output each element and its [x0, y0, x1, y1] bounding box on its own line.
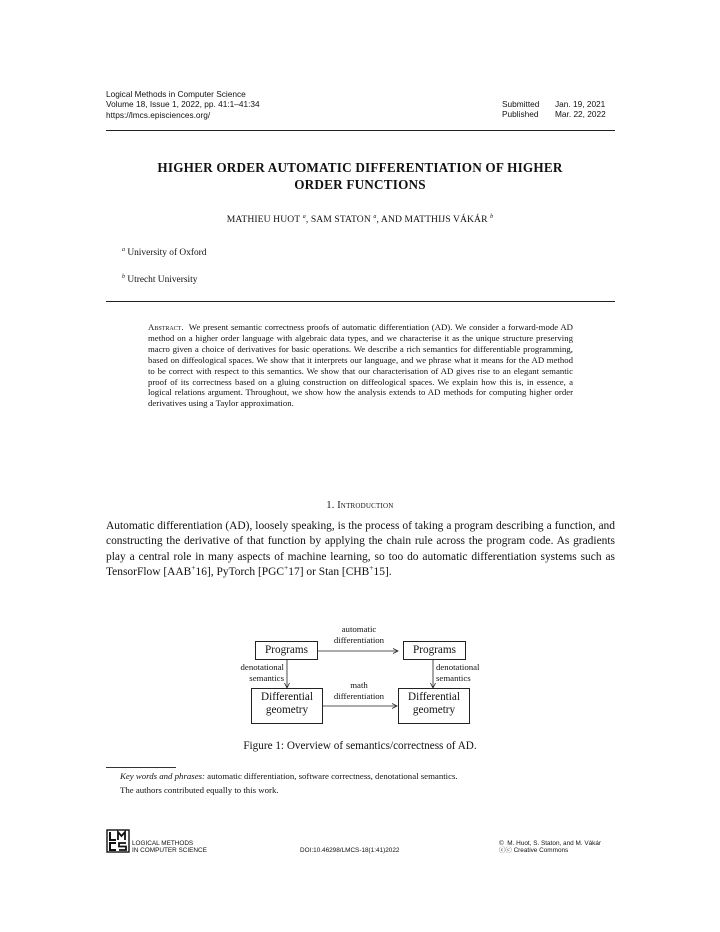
paper-title	[60, 159, 660, 193]
section-heading	[60, 500, 660, 511]
affiliation-rule	[106, 301, 615, 302]
submission-dates	[502, 99, 606, 120]
cite-2-rest: 17] or Stan [CHB	[288, 566, 370, 579]
logo-line-1: LOGICAL METHODS	[132, 840, 194, 847]
journal-name: Logical Methods in Computer Science	[106, 89, 246, 99]
geometry-target-line2: geometry	[412, 704, 456, 716]
right-edge-label-1: denotational	[436, 662, 480, 672]
lmcs-logo-icon	[106, 829, 130, 853]
affil-b-name: Utrecht University	[127, 275, 198, 285]
left-edge-label	[218, 662, 284, 684]
copyright-holders: M. Huot, S. Staton, and M. Vákár	[507, 840, 602, 847]
author-1: MATHIEU HUOT	[226, 214, 301, 225]
lmcs-logo-text	[132, 840, 207, 854]
arrowhead-top	[393, 649, 398, 654]
right-edge-label	[436, 662, 502, 684]
right-edge-label-2: semantics	[436, 673, 471, 683]
doi[interactable]: DOI:10.46298/LMCS-18(1:41)2022	[300, 847, 400, 854]
geometry-source-box	[251, 688, 323, 724]
journal-info	[106, 89, 260, 120]
journal-url[interactable]: https://lmcs.episciences.org/	[106, 109, 211, 120]
author-2-affil-mark: a	[373, 213, 377, 220]
geometry-source-line1: Differential	[261, 691, 313, 703]
footnote-note: The authors contributed equally to this work.	[120, 784, 279, 795]
keywords-label: Key words and phrases:	[120, 771, 205, 781]
footnote	[120, 770, 620, 797]
top-edge-label-2: differentiation	[333, 635, 385, 645]
author-3: , AND MATTHIJS VÁKÁR	[376, 214, 488, 225]
journal-volume: Volume 18, Issue 1, 2022, pp. 41:1–41:34	[106, 99, 260, 110]
bottom-edge-label	[318, 680, 400, 702]
header-rule	[106, 130, 615, 131]
top-edge-label	[318, 624, 400, 646]
arrowhead-bottom	[392, 704, 397, 709]
arrowhead-left	[285, 683, 290, 688]
geometry-target-box	[398, 688, 470, 724]
license: Creative Commons	[513, 847, 569, 855]
geometry-source-line2: geometry	[265, 704, 309, 716]
programs-target-label: Programs	[413, 644, 456, 656]
left-edge-label-1: denotational	[240, 662, 284, 672]
title-line-1: HIGHER ORDER AUTOMATIC DIFFERENTIATION OF HIGHER	[157, 160, 563, 175]
cite-2-sup: +	[284, 563, 289, 573]
submitted-date: Jan. 19, 2021	[555, 99, 606, 109]
author-2: SAM STATON	[310, 214, 371, 225]
title-line-2: ORDER FUNCTIONS	[294, 177, 426, 192]
footnote-rule	[106, 767, 176, 768]
geometry-target-line1: Differential	[408, 691, 460, 703]
cite-3-sup: +	[369, 563, 374, 573]
keywords: automatic differentiation, software correctness, denotational semantics.	[207, 771, 458, 781]
abstract-text: We present semantic correctness proofs of automatic differentiation (AD). We consider a forward-mode AD method on a higher order language with algebraic data types, and we characterise it as the unique structure preserving macro given a choice of derivatives for basic operations. We describe a rich semantics for differentiable programming, based on diffeological spaces. We show that it interprets our language, and we phrase what it means for the AD method to be correct with respect to this semantics. We show that our characterisation of AD gives rise to an elegant semantic proof of its correctness based on a gluing construction on diffeological spaces. We explain how this is, in essence, a logical relations argument. Throughout, we show how the analysis extends to AD methods for computing higher order derivatives using a Taylor approximation.	[148, 322, 573, 409]
abstract-heading: Abstract.	[148, 322, 184, 332]
affiliation-b	[122, 275, 197, 285]
creative-commons-icon: ⓒⓒ	[499, 847, 512, 855]
bottom-edge-label-1: math	[350, 680, 368, 690]
section-number: 1.	[326, 500, 335, 511]
copyright-icon: ©	[499, 840, 504, 847]
cite-1-rest: 16], PyTorch [PGC	[195, 566, 285, 579]
submitted-label: Submitted	[502, 99, 540, 109]
arrowhead-right	[431, 683, 436, 688]
affiliation-a	[122, 248, 207, 258]
author-list: MATHIEU HUOT $^a$, SAM STATON $^a$, AND MATTHIJS VÁKÁR $^b$	[226, 213, 494, 225]
abstract	[148, 322, 573, 409]
affil-a-name: University of Oxford	[127, 248, 207, 258]
left-edge-label-2: semantics	[249, 673, 284, 683]
bottom-edge-label-2: differentiation	[333, 691, 385, 701]
affil-a-mark: a	[122, 246, 125, 253]
top-edge-label-1: automatic	[341, 624, 377, 634]
published-date: Mar. 22, 2022	[555, 109, 606, 120]
author-1-affil-mark: a	[302, 213, 306, 220]
cite-3-rest: 15].	[373, 566, 392, 579]
author-3-affil-mark: b	[490, 213, 494, 220]
programs-target-box	[403, 641, 466, 660]
affil-b-mark: b	[122, 273, 125, 280]
figure-caption: Figure 1: Overview of semantics/correctness of AD.	[243, 740, 477, 752]
programs-source-label: Programs	[265, 644, 308, 656]
published-label: Published	[502, 109, 539, 120]
intro-paragraph	[106, 519, 615, 581]
programs-source-box	[255, 641, 318, 660]
cite-1-sup: +	[191, 563, 196, 573]
section-title: Introduction	[337, 500, 394, 511]
logo-line-2: IN COMPUTER SCIENCE	[132, 847, 207, 855]
copyright-block	[499, 840, 601, 854]
intro-text: Automatic differentiation (AD), loosely speaking, is the process of taking a program describing a function, and constructing the derivative of that function by applying the chain rule across the program code. As gradients play a central role in many aspects of machine learning, so too do automatic differentiation systems such as TensorFlow [AAB	[106, 520, 615, 579]
